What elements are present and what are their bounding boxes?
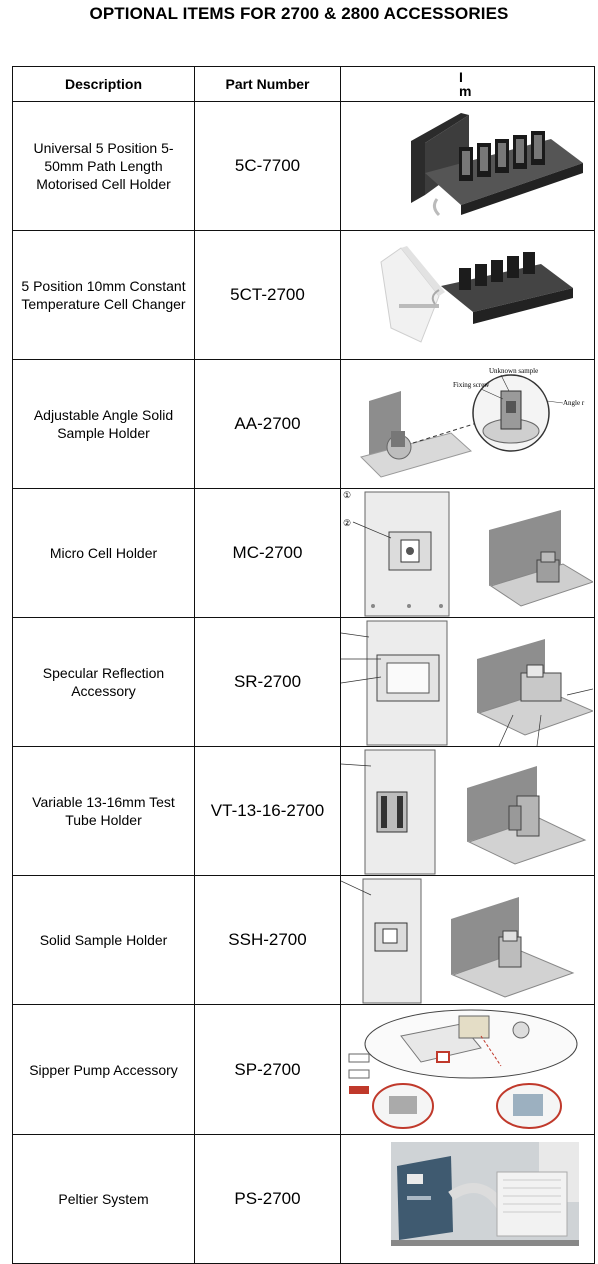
row-part-number: 5C-7700 bbox=[195, 102, 341, 231]
row-description: Specular Reflection Accessory bbox=[13, 618, 195, 747]
table-row bbox=[13, 1005, 595, 1135]
product-image-specular-reflection bbox=[341, 618, 595, 747]
row-description: Variable 13-16mm Test Tube Holder bbox=[13, 747, 195, 876]
product-image-cell-holder bbox=[341, 102, 595, 231]
header-image: I m bbox=[341, 67, 595, 102]
row-description: Micro Cell Holder bbox=[13, 489, 195, 618]
page-title: OPTIONAL ITEMS FOR 2700 & 2800 ACCESSORIES bbox=[89, 4, 509, 23]
product-image-test-tube-holder bbox=[341, 747, 595, 876]
table-row bbox=[13, 360, 595, 489]
marker-2: ② bbox=[343, 517, 352, 528]
label-angle: Angle r bbox=[563, 398, 585, 407]
product-image-cell-changer bbox=[341, 231, 595, 360]
row-description: Peltier System bbox=[13, 1135, 195, 1264]
product-image-solid-sample-holder bbox=[341, 876, 595, 1005]
table-row bbox=[13, 1135, 595, 1264]
row-part-number: MC-2700 bbox=[195, 489, 341, 618]
table-row bbox=[13, 489, 595, 618]
table-row bbox=[13, 876, 595, 1005]
row-description: 5 Position 10mm Constant Temperature Cell Changer bbox=[13, 231, 195, 360]
marker-1: ① bbox=[343, 489, 352, 500]
product-image-micro-cell-holder bbox=[341, 489, 595, 618]
header-part-number: Part Number bbox=[195, 67, 341, 102]
row-description: Adjustable Angle Solid Sample Holder bbox=[13, 360, 195, 489]
row-description: Universal 5 Position 5-50mm Path Length Motorised Cell Holder bbox=[13, 102, 195, 231]
row-description: Sipper Pump Accessory bbox=[13, 1005, 195, 1135]
table-row bbox=[13, 747, 595, 876]
product-image-peltier-system bbox=[341, 1135, 595, 1264]
product-image-angle-holder bbox=[341, 360, 595, 489]
row-part-number: 5CT-2700 bbox=[195, 231, 341, 360]
label-fixing-screw: Fixing screw bbox=[453, 380, 490, 389]
accessories-table bbox=[12, 66, 595, 1264]
row-description: Solid Sample Holder bbox=[13, 876, 195, 1005]
label-unknown-sample: Unknown sample bbox=[489, 366, 539, 375]
row-part-number: VT-13-16-2700 bbox=[195, 747, 341, 876]
row-part-number: SSH-2700 bbox=[195, 876, 341, 1005]
table-row bbox=[13, 618, 595, 747]
row-part-number: SP-2700 bbox=[195, 1005, 341, 1135]
row-part-number: SR-2700 bbox=[195, 618, 341, 747]
header-description: Description bbox=[13, 67, 195, 102]
product-image-sipper-pump bbox=[341, 1005, 595, 1135]
table-row bbox=[13, 231, 595, 360]
row-part-number: AA-2700 bbox=[195, 360, 341, 489]
table-row bbox=[13, 102, 595, 231]
table-header-row bbox=[13, 67, 595, 102]
row-part-number: PS-2700 bbox=[195, 1135, 341, 1264]
